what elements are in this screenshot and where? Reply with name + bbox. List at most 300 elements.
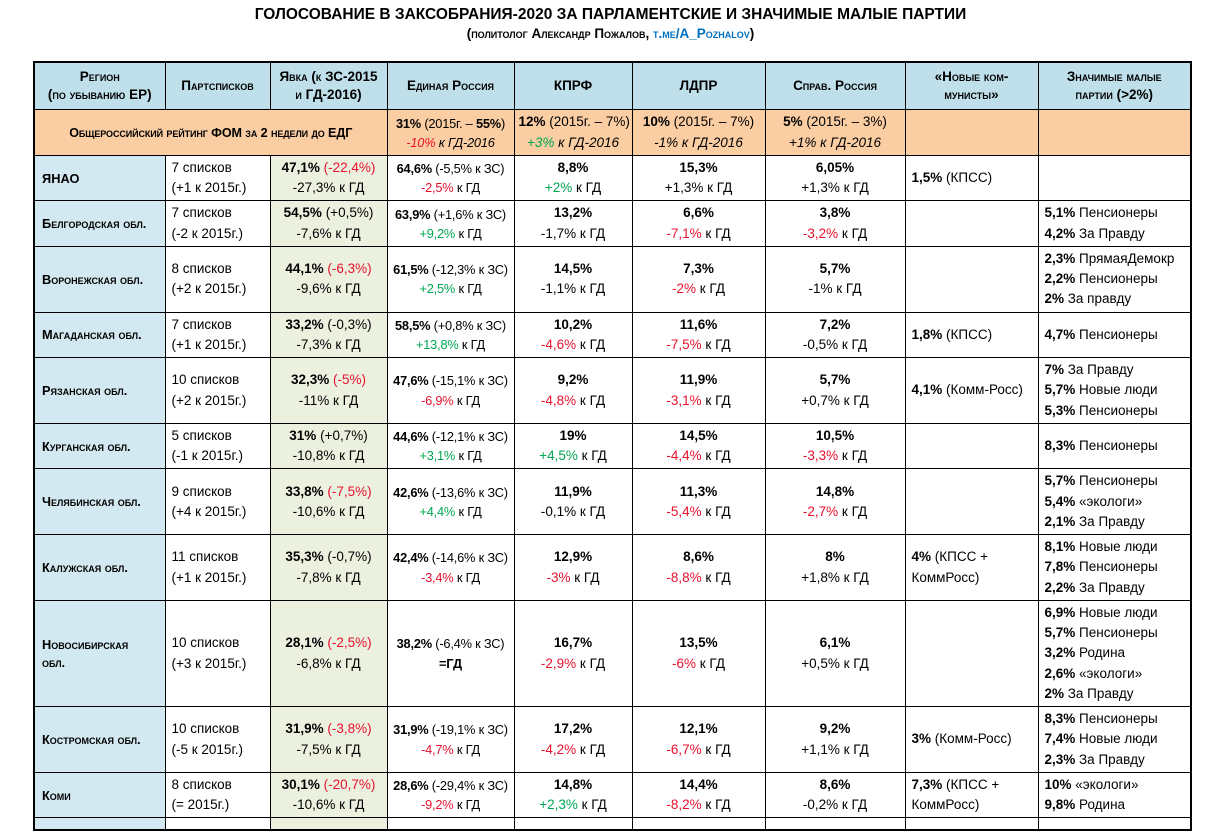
cell-text: 10,5% bbox=[815, 427, 855, 443]
table-row bbox=[34, 201, 1191, 247]
cell-text: -3,4% bbox=[421, 569, 454, 585]
cell-text: «экологи» bbox=[1075, 493, 1143, 509]
header-text: «Новые ком- bbox=[934, 69, 1009, 84]
region-text: Коми bbox=[42, 787, 71, 803]
header-text: КПРФ bbox=[553, 78, 593, 94]
cell-text: 2,2% bbox=[1044, 579, 1076, 595]
cell-text: (-2 к 2015г.) bbox=[171, 225, 243, 241]
cell-turnout bbox=[270, 312, 387, 358]
column-header-lists bbox=[165, 62, 270, 110]
cell-turnout bbox=[270, 201, 387, 247]
fom-cell-kprf bbox=[514, 110, 632, 156]
cell-text: (-12,3% к ЗС) bbox=[428, 262, 508, 278]
cell-small bbox=[1038, 246, 1191, 312]
fom-cell-sr bbox=[765, 110, 905, 156]
cell-text: (Комм-Росс) bbox=[931, 731, 1012, 747]
cell-text: -10,8% к ГД bbox=[292, 448, 365, 464]
cell-text: -10% bbox=[406, 134, 436, 150]
column-header-ldpr bbox=[632, 62, 765, 110]
cell-text: к ГД bbox=[701, 225, 731, 241]
cell-sr bbox=[765, 772, 905, 818]
cell-text: -3,1% bbox=[666, 392, 702, 408]
cell-text: -2,7% bbox=[802, 503, 839, 519]
cell-text: Пенсионеры bbox=[1075, 473, 1158, 489]
cell-text: 63,9% bbox=[395, 206, 431, 222]
cell-ldpr bbox=[632, 469, 765, 535]
cell-text: (-12,1% к ЗС) bbox=[428, 429, 508, 444]
cell-text: Пенсионеры bbox=[1075, 271, 1158, 287]
cell-lists bbox=[165, 772, 270, 818]
cell-text: 16,7% bbox=[553, 635, 593, 651]
cell-sr bbox=[765, 600, 905, 706]
cell-text: +9,2% bbox=[419, 225, 456, 241]
cell-text: (КПСС + КоммРосс) bbox=[911, 776, 1000, 813]
cell-text: (+2 к 2015г.) bbox=[171, 392, 247, 408]
cell-text: 2,6% bbox=[1044, 665, 1076, 681]
cell-text: -8,2% bbox=[666, 797, 702, 813]
cell-text: 4% bbox=[911, 549, 932, 565]
cell-text: (-15,1% к ЗС) bbox=[428, 373, 508, 389]
cell-text: 10,2% bbox=[553, 316, 593, 332]
cell-text: 8 списков bbox=[171, 776, 232, 792]
cell-text: 2,1% bbox=[1044, 513, 1076, 529]
cell-kprf bbox=[514, 600, 632, 706]
cell-text: 10 списков bbox=[171, 372, 240, 388]
cell-text: к ГД-2016 bbox=[554, 134, 620, 150]
cell-text: к ГД bbox=[453, 741, 480, 757]
cell-turnout bbox=[270, 469, 387, 535]
table-row bbox=[34, 600, 1191, 706]
cell-text: 2,2% bbox=[1044, 271, 1076, 287]
cell-text: 3,2% bbox=[1044, 645, 1076, 661]
cell-text: -9,2% bbox=[421, 797, 454, 813]
cell-text: к ГД bbox=[576, 336, 606, 352]
cell-text: к ГД bbox=[453, 392, 480, 408]
table-row bbox=[34, 246, 1191, 312]
cell-text: 31,9% bbox=[285, 721, 328, 737]
telegram-link[interactable]: т.ме/A_Pozhalov bbox=[653, 26, 750, 41]
cell-text: +1,8% к ГД bbox=[801, 569, 869, 585]
table-row bbox=[34, 535, 1191, 601]
cell-text: +1,3% к ГД bbox=[664, 180, 733, 196]
column-header-kprf bbox=[514, 62, 632, 110]
region-name bbox=[34, 469, 165, 535]
fom-cell-ldpr bbox=[632, 110, 765, 156]
page-subtitle bbox=[0, 26, 1221, 41]
cell-text: 17,2% bbox=[553, 721, 593, 737]
cell-text: -3,3% bbox=[802, 448, 839, 464]
cell-text: 47,1% bbox=[281, 159, 324, 175]
cell-text: Новые люди bbox=[1075, 539, 1158, 555]
cell-text: 8,6% bbox=[683, 549, 714, 565]
cell-text: 9,2% bbox=[557, 372, 589, 388]
cell-text: 54,5% bbox=[283, 205, 326, 221]
cell-small bbox=[1038, 535, 1191, 601]
cell-text: -6,9% bbox=[421, 392, 454, 408]
cell-text: Новые люди bbox=[1075, 382, 1158, 398]
cell-sr bbox=[765, 423, 905, 469]
cell-text: 11,9% bbox=[679, 372, 718, 388]
cell-er bbox=[387, 312, 514, 358]
cell-text: к ГД bbox=[458, 336, 485, 352]
cell-ldpr bbox=[632, 201, 765, 247]
cell-turnout bbox=[270, 535, 387, 601]
cell-text: 5 списков bbox=[171, 427, 232, 443]
cell-text: 8,8% bbox=[557, 159, 589, 175]
cell-text: За Правду bbox=[1075, 751, 1145, 767]
cell-er bbox=[387, 155, 514, 201]
cell-turnout bbox=[270, 358, 387, 424]
cell-ldpr bbox=[632, 600, 765, 706]
cell-text: Пенсионеры bbox=[1075, 326, 1158, 342]
cell-kprf bbox=[514, 246, 632, 312]
fom-cell-er bbox=[387, 110, 514, 156]
region-text: Курганская обл. bbox=[42, 438, 131, 454]
cell-text: -6% bbox=[672, 655, 697, 671]
cell-text: 8,3% bbox=[1044, 711, 1076, 727]
column-header-er bbox=[387, 62, 514, 110]
cell-text: (2015г. – 3%) bbox=[802, 114, 887, 130]
cell-text: (-29,4% к ЗС) bbox=[428, 778, 508, 793]
fom-label-text: Общероссийский рейтинг ФОМ за 2 недели до ЕДГ bbox=[69, 125, 353, 140]
cell-text: Пенсионеры bbox=[1075, 438, 1158, 454]
cell-text: +1,1% к ГД bbox=[801, 741, 869, 757]
cell-kprf bbox=[514, 201, 632, 247]
cell-text: 11,6% bbox=[679, 316, 718, 332]
cell-text: 32,3% bbox=[290, 372, 334, 388]
cell-kprf bbox=[514, 358, 632, 424]
cell-text: Пенсионеры bbox=[1075, 205, 1158, 221]
cell-text: За Правду bbox=[1064, 362, 1134, 378]
cell-text: 7,3% bbox=[683, 261, 714, 277]
cell-text: (2015г. – 7%) bbox=[545, 114, 630, 130]
cell-text: ) bbox=[500, 115, 506, 131]
cell-text: 64,6% bbox=[396, 161, 432, 176]
cell-er bbox=[387, 423, 514, 469]
cell-text: 5,7% bbox=[819, 372, 851, 388]
cell-er bbox=[387, 535, 514, 601]
cell-kprf bbox=[514, 707, 632, 773]
cell-text: 7 списков bbox=[171, 316, 232, 332]
cell-lists bbox=[165, 358, 270, 424]
cell-newcom bbox=[905, 201, 1038, 247]
table-row bbox=[34, 312, 1191, 358]
table-row bbox=[34, 155, 1191, 201]
cell-text: 3,8% bbox=[819, 205, 851, 221]
region-name bbox=[34, 312, 165, 358]
cell-text: -0,1% к ГД bbox=[540, 503, 606, 519]
cell-text: к ГД bbox=[455, 503, 482, 519]
cell-text: 28,1% bbox=[285, 635, 328, 651]
header-text: ЛДПР bbox=[679, 78, 718, 94]
cell-text: (-5%) bbox=[333, 372, 367, 388]
cell-text: 6,1% bbox=[819, 635, 851, 651]
header-row bbox=[34, 62, 1191, 110]
cell-text: 6,6% bbox=[683, 205, 714, 221]
cell-text: Пенсионеры bbox=[1075, 711, 1158, 727]
cell-text: -3% bbox=[546, 569, 571, 585]
cell-text: (Комм-Росс) bbox=[942, 382, 1023, 398]
region-text: ЯНАО bbox=[42, 170, 80, 186]
table-row-cut bbox=[34, 818, 1191, 831]
region-name bbox=[34, 423, 165, 469]
cell-text: 28,6% bbox=[393, 778, 429, 793]
cell-text: 12,1% bbox=[679, 721, 718, 737]
cell-text: 7,8% bbox=[1044, 559, 1076, 575]
cell-kprf bbox=[514, 772, 632, 818]
cell-text: 7 списков bbox=[171, 205, 232, 221]
cell-kprf bbox=[514, 469, 632, 535]
cell-text: 9 списков bbox=[171, 483, 232, 499]
cell-text: 5,7% bbox=[1044, 625, 1076, 641]
cell-sr bbox=[765, 707, 905, 773]
cell-text: 61,5% bbox=[393, 262, 429, 278]
cell-text: За правду bbox=[1064, 291, 1132, 307]
cell-text: к ГД bbox=[696, 655, 725, 671]
region-text: Воронежская обл. bbox=[42, 271, 144, 287]
cell-text: к ГД bbox=[576, 655, 606, 671]
cell-text: к ГД bbox=[701, 569, 731, 585]
cell-lists bbox=[165, 201, 270, 247]
cell-small bbox=[1038, 201, 1191, 247]
cell-text: (+4 к 2015г.) bbox=[171, 503, 247, 519]
cell-newcom bbox=[905, 358, 1038, 424]
cell-text: +0,7% к ГД bbox=[801, 392, 869, 408]
cell-small bbox=[1038, 772, 1191, 818]
cell-text: Новые люди bbox=[1075, 731, 1158, 747]
region-name bbox=[34, 707, 165, 773]
region-name bbox=[34, 535, 165, 601]
cell-newcom bbox=[905, 155, 1038, 201]
page-title: ГОЛОСОВАНИЕ В ЗАКСОБРАНИЯ-2020 ЗА ПАРЛАМЕНТСКИЕ И ЗНАЧИМЫЕ МАЛЫЕ ПАРТИИ bbox=[254, 6, 967, 23]
cell-text: к ГД bbox=[453, 180, 480, 196]
cell-text: к ГД bbox=[701, 392, 731, 408]
cell-text: к ГД bbox=[576, 741, 606, 757]
cell-text: 33,8% bbox=[285, 483, 328, 499]
cell-text: +0,5% к ГД bbox=[801, 655, 869, 671]
cell-text: 5% bbox=[783, 114, 803, 130]
cell-text: к ГД bbox=[701, 741, 731, 757]
cell-text: -7,1% bbox=[666, 225, 702, 241]
cell-text: (-14,6% к ЗС) bbox=[428, 550, 508, 566]
cell-text: 7,3% bbox=[911, 776, 943, 792]
cell-text: -8,8% bbox=[666, 569, 702, 585]
cell-text: 44,6% bbox=[393, 429, 429, 444]
region-name bbox=[34, 201, 165, 247]
cell-text: (+0,8% к ЗС) bbox=[430, 317, 506, 333]
column-header-turnout bbox=[270, 62, 387, 110]
header-text: Регион bbox=[79, 69, 120, 84]
cell-text: 7,2% bbox=[819, 316, 851, 332]
cell-text: Пенсионеры bbox=[1075, 402, 1158, 418]
header-text: мунисты» bbox=[944, 87, 999, 103]
cell-text: 5,4% bbox=[1044, 493, 1076, 509]
cell-text: -7,8% к ГД bbox=[296, 569, 361, 585]
cell-text: 31% bbox=[289, 427, 321, 443]
cell-kprf bbox=[514, 423, 632, 469]
cell-text: 55% bbox=[475, 115, 501, 131]
cell-turnout bbox=[270, 155, 387, 201]
cell-text: -6,7% bbox=[666, 741, 702, 757]
cell-er bbox=[387, 246, 514, 312]
cell-text: к ГД bbox=[572, 180, 602, 196]
cell-text: 19% bbox=[559, 427, 587, 443]
fom-cell-small bbox=[1038, 110, 1191, 156]
cell-text: к ГД bbox=[455, 281, 482, 297]
column-header-small bbox=[1038, 62, 1191, 110]
cell-text: (+1 к 2015г.) bbox=[171, 180, 247, 196]
cell-text: 5,3% bbox=[1044, 402, 1076, 418]
cell-text: к ГД bbox=[453, 797, 480, 813]
cell-text: 14,5% bbox=[679, 427, 718, 443]
cell-ldpr bbox=[632, 535, 765, 601]
cell-text: 58,5% bbox=[395, 317, 431, 333]
region-text: обл. bbox=[42, 654, 66, 670]
cell-text: 11 списков bbox=[171, 549, 239, 565]
cell-text: 10 списков bbox=[171, 635, 240, 651]
cell-er bbox=[387, 600, 514, 706]
cell-text: (-20,7%) bbox=[323, 776, 376, 792]
cell-text: 6,9% bbox=[1044, 604, 1076, 620]
table-row bbox=[34, 772, 1191, 818]
cell-text: -0,5% к ГД bbox=[802, 336, 868, 352]
cell-text: +3% bbox=[526, 134, 555, 150]
cell-text: 1,5% bbox=[911, 170, 943, 186]
header-text: Партсписков bbox=[181, 78, 254, 94]
cell-text: к ГД bbox=[576, 392, 606, 408]
region-text: Челябинская обл. bbox=[42, 494, 141, 510]
cell-text: 30,1% bbox=[281, 776, 324, 792]
cell-text: 31,9% bbox=[393, 722, 429, 738]
cell-text: 14,8% bbox=[553, 776, 593, 792]
cell-text: 5,7% bbox=[1044, 473, 1076, 489]
cell-text: -7,6% к ГД bbox=[296, 225, 361, 241]
cell-text: (+1 к 2015г.) bbox=[171, 569, 247, 585]
cell-text: (КПСС + КоммРосс) bbox=[911, 549, 988, 585]
region-name bbox=[34, 358, 165, 424]
cell-text: -1% к ГД bbox=[808, 281, 862, 297]
cell-text: к ГД bbox=[701, 448, 731, 464]
cell-er bbox=[387, 707, 514, 773]
cell-text: (+0,5%) bbox=[325, 205, 374, 221]
cell-text: 2% bbox=[1044, 291, 1065, 307]
cell-text: -4,8% bbox=[540, 392, 577, 408]
cell-text: к ГД bbox=[838, 448, 868, 464]
cell-sr bbox=[765, 155, 905, 201]
header-text: Значимые малые bbox=[1066, 69, 1162, 84]
cell-text: к ГД bbox=[453, 569, 480, 585]
cell-text: 35,3% bbox=[285, 549, 328, 565]
cell-sr bbox=[765, 312, 905, 358]
cell-text: к ГД bbox=[701, 503, 731, 519]
cell-text: (-6,3%) bbox=[327, 261, 372, 277]
cell-text: -1% к ГД-2016 bbox=[654, 134, 743, 150]
table-row bbox=[34, 423, 1191, 469]
cell-turnout bbox=[270, 600, 387, 706]
cell-small bbox=[1038, 312, 1191, 358]
cell-text: 7 списков bbox=[171, 159, 232, 175]
cell-er bbox=[387, 772, 514, 818]
cell-text: 12,9% bbox=[553, 549, 593, 565]
cell-kprf bbox=[514, 155, 632, 201]
cell-text: 3% bbox=[911, 731, 932, 747]
cell-text: к ГД bbox=[838, 503, 868, 519]
cell-text: (-22,4%) bbox=[323, 159, 376, 175]
cell-text: 47,6% bbox=[393, 373, 429, 389]
cell-ldpr bbox=[632, 246, 765, 312]
cell-text: -4,7% bbox=[421, 741, 454, 757]
cell-text: 13,2% bbox=[553, 205, 593, 221]
region-name bbox=[34, 155, 165, 201]
cell-text: +1,3% к ГД bbox=[801, 180, 869, 196]
cell-text: +4,4% bbox=[419, 503, 456, 519]
cell-text: =ГД bbox=[439, 655, 462, 671]
cell-ldpr bbox=[632, 772, 765, 818]
cell-text: 10% bbox=[1044, 776, 1072, 792]
cell-text: к ГД bbox=[455, 225, 482, 241]
table-row bbox=[34, 358, 1191, 424]
cell-text: 8 списков bbox=[171, 261, 232, 277]
region-text: Белгородская обл. bbox=[42, 216, 147, 232]
cell-text: 5,7% bbox=[819, 261, 851, 277]
cell-text: 2% bbox=[1044, 685, 1065, 701]
cell-text: 8,6% bbox=[819, 776, 851, 792]
header-text: и ГД-2016) bbox=[295, 87, 362, 103]
cell-text: 1,8% bbox=[911, 326, 943, 342]
cell-text: -2% bbox=[672, 281, 697, 297]
cell-text: 12% bbox=[518, 114, 546, 130]
cell-text: -2,9% bbox=[540, 655, 577, 671]
cell-text: +1% к ГД-2016 bbox=[788, 134, 882, 150]
cell-text: 11,9% bbox=[554, 483, 592, 499]
cell-ldpr bbox=[632, 155, 765, 201]
cell-er bbox=[387, 358, 514, 424]
cell-turnout bbox=[270, 707, 387, 773]
cell-text: (-5,5% к ЗС) bbox=[431, 161, 505, 176]
cell-newcom bbox=[905, 600, 1038, 706]
cell-text: +2% bbox=[544, 180, 573, 196]
cell-text: -6,8% к ГД bbox=[296, 655, 361, 671]
cell-newcom bbox=[905, 246, 1038, 312]
cell-small bbox=[1038, 600, 1191, 706]
cell-er bbox=[387, 201, 514, 247]
table-body bbox=[34, 110, 1191, 831]
cell-text: к ГД bbox=[696, 281, 725, 297]
cell-text: 7,4% bbox=[1044, 731, 1076, 747]
region-name bbox=[34, 246, 165, 312]
cell-text: (-7,5%) bbox=[327, 483, 372, 499]
cell-text: (2015г. – 7%) bbox=[669, 114, 755, 130]
cell-text: 2,3% bbox=[1044, 250, 1076, 266]
cell-text: 14,8% bbox=[815, 483, 855, 499]
cell-newcom bbox=[905, 423, 1038, 469]
header-text: Единая Россия bbox=[406, 78, 495, 94]
cell-text: +4,5% bbox=[539, 448, 578, 464]
cell-text: к ГД bbox=[577, 448, 607, 464]
cell-text: -7,3% к ГД bbox=[296, 336, 361, 352]
cell-text: 6,05% bbox=[815, 159, 855, 175]
cell-small bbox=[1038, 423, 1191, 469]
cell-sr bbox=[765, 246, 905, 312]
cell-text: (КПСС) bbox=[942, 170, 993, 186]
region-name bbox=[34, 772, 165, 818]
cell-sr bbox=[765, 469, 905, 535]
cell-text: 5,7% bbox=[1044, 382, 1076, 398]
region-name bbox=[34, 600, 165, 706]
cell-text: -5,4% bbox=[666, 503, 702, 519]
cell-text: 4,7% bbox=[1044, 326, 1076, 342]
cell-newcom bbox=[905, 312, 1038, 358]
